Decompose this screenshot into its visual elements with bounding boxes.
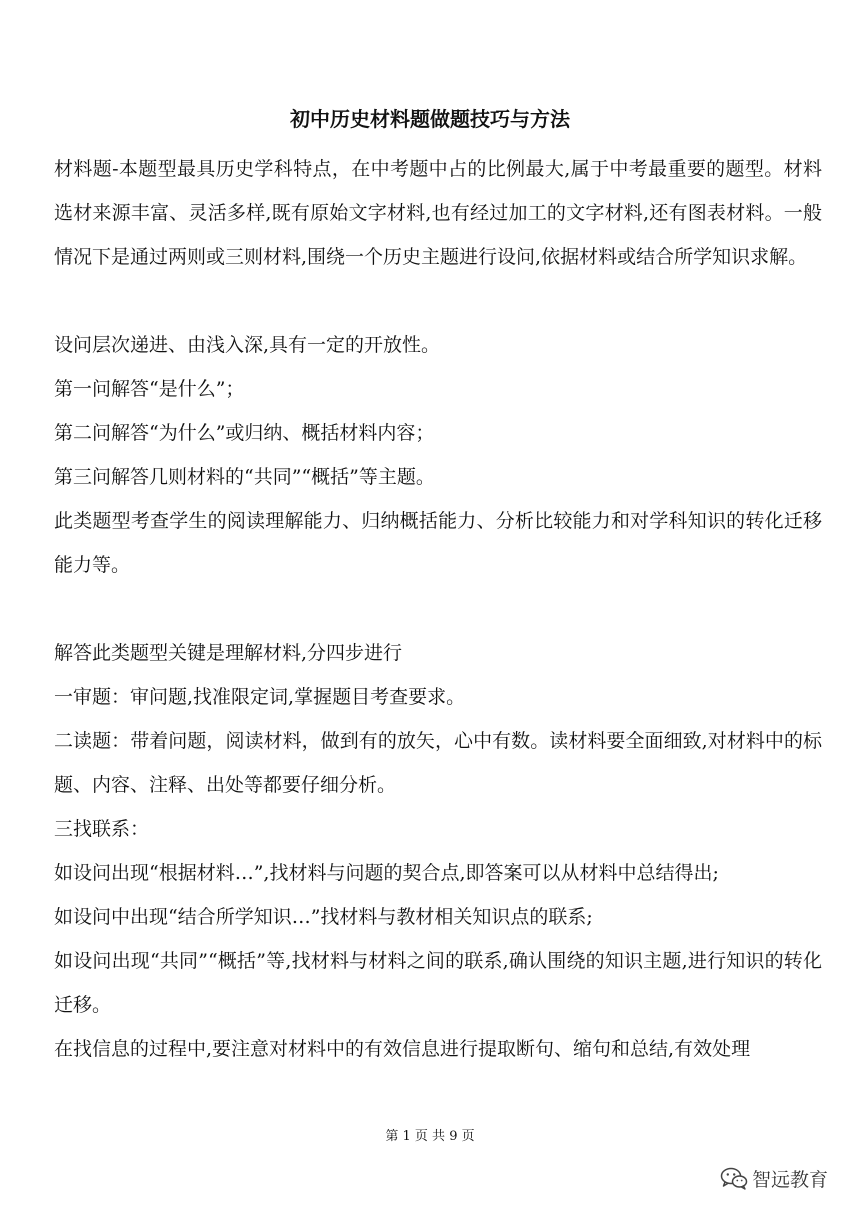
paragraph-case-common: 如设问出现“共同”“概括”等,找材料与材料之间的联系,确认围绕的知识主题,进行知识的转化迁移。 xyxy=(54,950,822,1016)
paragraph-third-question: 第三问解答几则材料的“共同”“概括”等主题。 xyxy=(54,466,435,488)
document-body xyxy=(54,147,822,1071)
paragraph-first-question: 第一问解答“是什么”； xyxy=(54,378,245,400)
paragraph-spacer xyxy=(54,279,822,323)
paragraph-case-material: 如设问出现“根据材料…”,找材料与问题的契合点,即答案可以从材料中总结得出; xyxy=(54,862,719,884)
page-number: 第 1 页 共 9 页 xyxy=(385,1129,475,1144)
watermark-text: 智远教育 xyxy=(752,1168,829,1191)
paragraph-intro: 材料题-本题型最具历史学科特点，在中考题中占的比例最大,属于中考最重要的题型。材料选材来源丰富、灵活多样,既有原始文字材料,也有经过加工的文字材料,还有图表材料。一般情况下是通过两则或三则材料,围绕一个历史主题进行设问,依据材料或结合所学知识求解。 xyxy=(54,158,822,268)
paragraph-second-question: 第二问解答“为什么”或归纳、概括材料内容； xyxy=(54,422,435,444)
paragraph-step-three: 三找联系： xyxy=(54,818,150,840)
wechat-icon xyxy=(720,1166,748,1190)
paragraph-abilities: 此类题型考查学生的阅读理解能力、归纳概括能力、分析比较能力和对学科知识的转化迁移能力等。 xyxy=(54,510,822,576)
watermark xyxy=(720,1164,828,1192)
paragraph-case-knowledge: 如设问中出现“结合所学知识…”找材料与教材相关知识点的联系; xyxy=(54,906,593,928)
paragraph-four-steps: 解答此类题型关键是理解材料,分四步进行 xyxy=(54,642,403,664)
paragraph-step-one: 一审题：审问题,找准限定词,掌握题目考查要求。 xyxy=(54,686,466,708)
paragraph-step-two: 二读题：带着问题，阅读材料，做到有的放矢，心中有数。读材料要全面细致,对材料中的标题、内容、注释、出处等都要仔细分析。 xyxy=(54,730,822,796)
paragraph-info-extraction: 在找信息的过程中,要注意对材料中的有效信息进行提取断句、缩句和总结,有效处理 xyxy=(54,1038,751,1060)
document-title: 初中历史材料题做题技巧与方法 xyxy=(290,107,570,131)
paragraph-question-levels: 设问层次递进、由浅入深,具有一定的开放性。 xyxy=(54,334,441,356)
paragraph-spacer xyxy=(54,587,822,631)
